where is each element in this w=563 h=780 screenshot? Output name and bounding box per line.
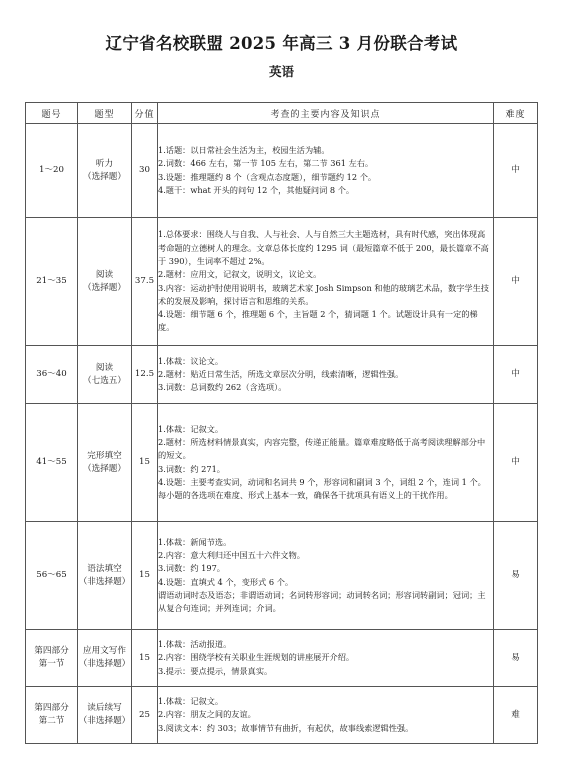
content-line: 4.设题：直填式 4 个，变形式 6 个。 [158,576,294,587]
question-type-cell [78,687,132,744]
content-line: 1.体裁：记叙文。 [158,423,224,434]
type-line: （选择题） [83,171,126,182]
content-line: 4.设题：主要考查实词，动词和名词共 9 个，形容词和副词 3 个，词组 2 个，连词 1 个。每小题的各选项在难度、形式上基本一致，确保各干扰项具有语义上的干扰作用。 [158,476,486,501]
question-type-cell [78,218,132,346]
content-cell [158,630,494,687]
table-header-row [26,103,538,124]
content-line: 3.提示：要点提示，情景真实。 [158,665,273,676]
content-line: 1.话题：以日常社会生活为主，校园生活为辅。 [158,144,330,155]
content-line: 1.体裁：议论文。 [158,355,224,366]
table-row [26,218,538,346]
content-cell [158,346,494,404]
table-row [26,346,538,404]
difficulty-cell: 难 [494,687,538,744]
content-line: 3.词数：约 197。 [158,563,225,574]
document-title: 辽宁省名校联盟 2025 年高三 3 月份联合考试 [105,34,458,53]
content-cell [158,404,494,522]
type-line: （非选择题） [78,659,131,669]
header-question-type: 题型 [78,103,132,124]
content-line: 2.内容：意大利归还中国五十六件文物。 [158,549,305,560]
header-question-number: 题号 [26,103,78,124]
content-cell [158,218,494,346]
content-line: 谓语动词时态及语态；非谓语动词；名词转形容词；动词转名词；形容词转副词；冠词；主从复合句连词；并列连词；介词。 [158,589,486,614]
type-line: 阅读 [95,362,114,373]
type-line: （选择题） [83,282,126,293]
content-cell [158,687,494,744]
number-line: 第四部分 [34,703,69,714]
type-line: 语法填空 [87,563,122,574]
table-row [26,404,538,522]
header-difficulty: 难度 [494,103,538,124]
type-line: 应用文写作 [83,646,126,657]
content-line: 4.题干：what 开头的问句 12 个，其他疑问词 8 个。 [158,184,355,195]
content-line: 3.设题：推理题约 8 个（含观点态度题），细节题约 12 个。 [158,171,377,182]
difficulty-cell: 中 [494,218,538,346]
content-line: 1.体裁：新闻节选。 [158,536,232,547]
content-cell [158,522,494,630]
content-line: 3.阅读文本：约 303；故事情节有曲折，有起伏，故事线索逻辑性强。 [158,722,414,733]
table-row [26,687,538,744]
type-line: （七选五） [83,375,126,386]
content-line: 3.词数：总词数约 262（含选项）。 [158,382,287,393]
score-cell: 37.5 [132,218,158,346]
number-line: 第四部分 [34,646,69,657]
question-number-cell: 21～35 [26,218,78,346]
score-cell: 12.5 [132,346,158,404]
content-line: 1.体裁：活动报道。 [158,639,232,650]
table-row [26,522,538,630]
difficulty-cell: 易 [494,630,538,687]
content-line: 2.题材：所选材料情景真实，内容完整，传递正能量。篇章难度略低于高考阅读理解部分中的短文。 [158,436,486,461]
type-line: 阅读 [95,269,114,280]
difficulty-cell: 易 [494,522,538,630]
score-cell: 15 [132,522,158,630]
content-line: 2.题材：应用文，记叙文，说明文，议论文。 [158,269,322,280]
question-number-cell: 41～55 [26,404,78,522]
content-line: 2.题材：贴近日常生活，所选文章层次分明，线索清晰，逻辑性强。 [158,368,404,379]
content-line: 2.词数：466 左右，第一节 105 左右，第二节 361 左右。 [158,158,374,169]
difficulty-cell: 中 [494,124,538,218]
content-line: 2.内容：围绕学校有关职业生涯规划的讲座展开介绍。 [158,652,355,663]
document-subtitle: 英语 [268,64,294,79]
question-number-cell: 1～20 [26,124,78,218]
score-cell: 15 [132,404,158,522]
header-content: 考查的主要内容及知识点 [158,103,494,124]
question-type-cell [78,404,132,522]
type-line: （非选择题） [78,576,131,587]
difficulty-cell: 中 [494,404,538,522]
number-line: 第二节 [38,716,65,726]
content-line: 3.内容：运动护肘使用说明书，玻璃艺术家 Josh Simpson 和他的玻璃艺术品，数字学生技术的发展及影响，探讨语言和思维的关系。 [158,282,489,306]
content-line: 2.内容：朋友之间的友谊。 [158,709,256,720]
question-type-cell [78,630,132,687]
score-cell: 25 [132,687,158,744]
content-cell [158,124,494,218]
exam-analysis-table [25,102,538,744]
question-type-cell [78,522,132,630]
difficulty-cell: 中 [494,346,538,404]
type-line: （非选择题） [78,716,131,726]
header-score: 分值 [132,103,158,124]
table-row [26,124,538,218]
question-number-cell [26,630,78,687]
question-number-cell [26,687,78,744]
type-line: 听力 [95,158,114,169]
question-number-cell: 36～40 [26,346,78,404]
content-line: 1.总体要求：围绕人与自我、人与社会、人与自然三大主题选材，具有时代感，突出体现高考命题的立德树人的理念。文章总体长度约 1295 词（最短篇章不低于 200，最长篇章不高于 390），生词率不超过 2%。 [158,229,489,266]
content-line: 3.词数：约 271。 [158,463,225,474]
question-type-cell [78,346,132,404]
question-number-cell: 56～65 [26,522,78,630]
type-line: （选择题） [83,463,126,474]
type-line: 读后续写 [87,703,122,714]
score-cell: 30 [132,124,158,218]
number-line: 第一节 [38,659,65,669]
question-type-cell [78,124,132,218]
table-row [26,630,538,687]
content-line: 1.体裁：记叙文。 [158,696,224,707]
score-cell: 15 [132,630,158,687]
type-line: 完形填空 [87,450,122,461]
content-line: 4.设题：细节题 6 个，推理题 6 个，主旨题 2 个，猜词题 1 个。试题设计具有一定的梯度。 [158,309,478,333]
